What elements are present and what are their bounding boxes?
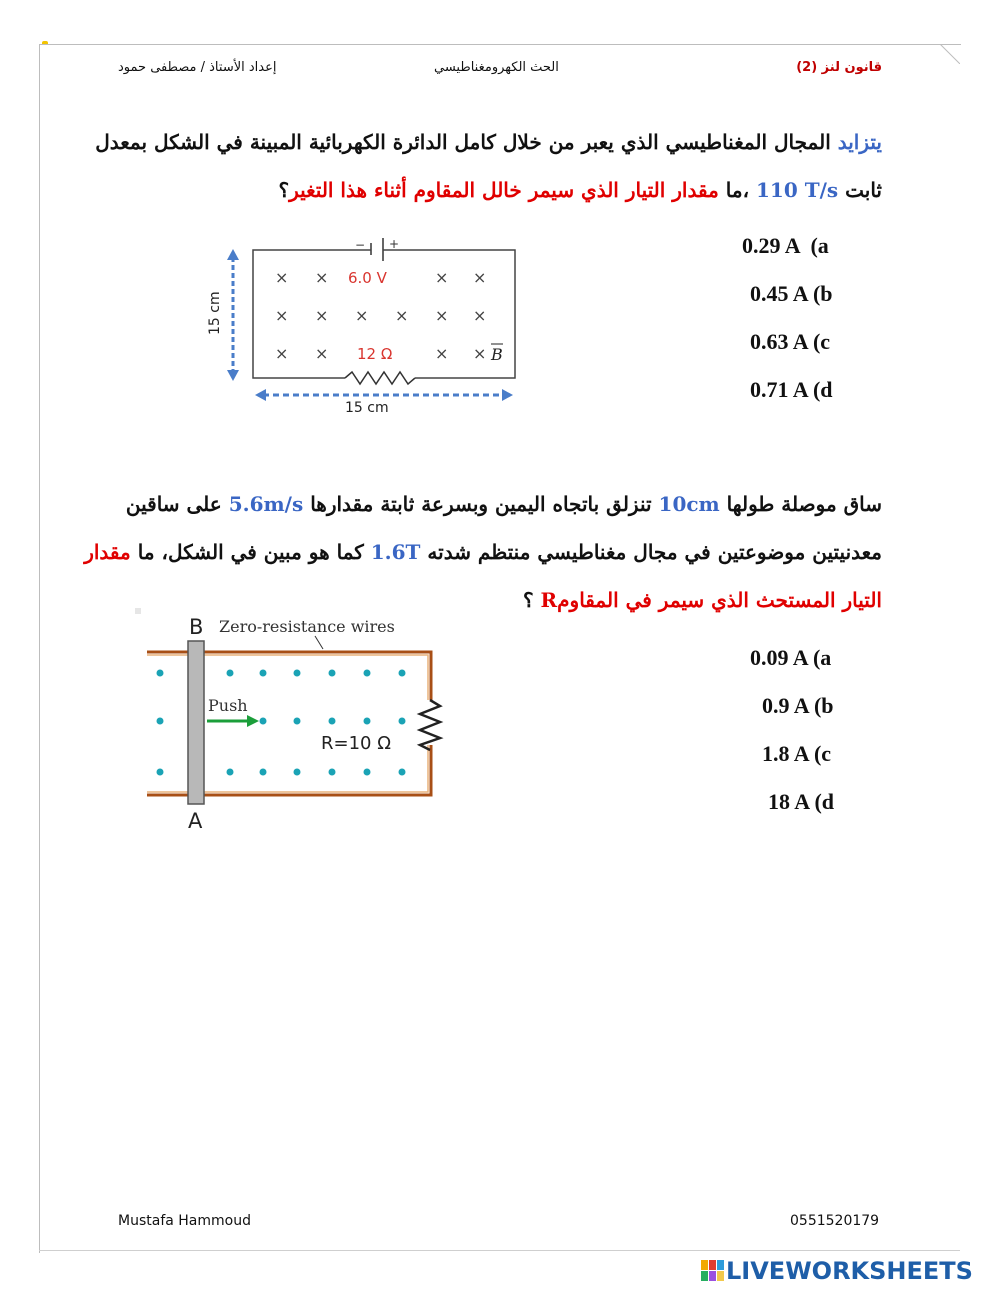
arrow-left-icon — [255, 389, 266, 401]
footer-phone: 0551520179 — [790, 1213, 880, 1229]
q1-text-b: ،ما — [718, 178, 756, 202]
bar-label-a: A — [188, 809, 203, 833]
liveworksheets-logo[interactable] — [700, 1258, 973, 1284]
arrow-right-icon — [502, 389, 513, 401]
field-cross: × — [275, 344, 289, 363]
field-cross: × — [315, 344, 329, 363]
battery-plus: + — [389, 237, 400, 251]
q1-option-a[interactable]: 0.29 A (a — [742, 233, 829, 258]
q2-r: R — [540, 588, 558, 612]
q2-option-b[interactable]: 0.9 A (b — [762, 693, 834, 718]
field-cross: × — [395, 306, 409, 325]
q2-length: 10cm — [658, 492, 720, 516]
question-2-text — [72, 480, 882, 624]
page-bottom-edge — [39, 1250, 960, 1251]
header-subject: الحث الكهرومغناطيسي — [434, 60, 559, 75]
q1-option-d[interactable]: 0.71 A (d — [750, 377, 833, 402]
q2-ask: مقدار التيار المستحث الذي سيمر في المقاوم — [84, 540, 882, 612]
q1-option-c[interactable]: 0.63 A (c — [750, 329, 831, 354]
circuit-figure-1 — [195, 235, 525, 415]
corner-fold-icon — [940, 44, 960, 64]
arrow-up-icon — [227, 249, 239, 260]
field-cross: × — [315, 306, 329, 325]
footer-name: Mustafa Hammoud — [118, 1213, 251, 1229]
q2-option-c[interactable]: 1.8 A (c — [762, 741, 832, 766]
q2-speed: 5.6m/s — [228, 492, 304, 516]
field-cross: × — [435, 306, 449, 325]
liveworksheets-logo-text: LIVEWORKSHEETS — [726, 1257, 973, 1285]
field-cross: × — [435, 344, 449, 363]
field-cross: × — [473, 306, 487, 325]
arrow-down-icon — [227, 370, 239, 381]
sliding-bar — [188, 641, 204, 804]
field-cross: × — [315, 268, 329, 287]
voltage-label: 6.0 V — [348, 269, 387, 287]
bar-label-b: B — [189, 615, 204, 639]
battery-minus: − — [355, 238, 366, 252]
wires-label: Zero-resistance wires — [219, 617, 395, 636]
q2-end: ؟ — [522, 588, 541, 612]
height-label: 15 cm — [207, 291, 223, 335]
q2-text-c: على ساقين معدنيتين موضوعتين في مجال مغناطيسي منتظم شدته — [125, 492, 882, 564]
field-cross: × — [275, 306, 289, 325]
header-title: قانون لنز (2) — [796, 60, 882, 75]
q2-text-b: تنزلق باتجاه اليمين وبسرعة ثابتة مقدارها — [303, 492, 659, 516]
field-cross: × — [355, 306, 369, 325]
liveworksheets-logo-icon — [700, 1259, 726, 1283]
q1-option-b[interactable]: 0.45 A (b — [750, 281, 833, 306]
rail-figure-2 — [135, 605, 455, 840]
resistor-label: R=10 Ω — [321, 733, 391, 754]
q1-text-a: المجال المغناطيسي الذي يعبر من خلال كامل الدائرة الكهربائية المبينة في الشكل بمعدل ثابت — [95, 130, 882, 202]
field-cross: × — [435, 268, 449, 287]
q2-option-d[interactable]: 18 A (d — [768, 789, 835, 814]
q1-ask: مقدار التيار الذي سيمر خالل المقاوم أثناء هذا التغير — [289, 178, 719, 202]
arrow-right-icon — [247, 715, 259, 727]
q2-text-d: كما هو مبين في الشكل، ما — [130, 540, 371, 564]
question-1-text — [92, 118, 882, 214]
q1-rate: 110 T/s — [756, 178, 839, 202]
q2-field: 1.6T — [370, 540, 421, 564]
resistance-label: 12 Ω — [357, 345, 393, 363]
field-cross: × — [275, 268, 289, 287]
field-cross: × — [473, 344, 487, 363]
q2-text-a: ساق موصلة طولها — [719, 492, 882, 516]
q2-option-a[interactable]: 0.09 A (a — [750, 645, 832, 670]
push-label: Push — [208, 696, 248, 715]
field-cross: × — [473, 268, 487, 287]
field-b-label: B — [491, 345, 503, 364]
q1-verb: يتزايد — [837, 130, 882, 154]
header-author: إعداد الأستاذ / مصطفى حمود — [118, 60, 277, 75]
resistor-zigzag — [420, 700, 440, 750]
width-label: 15 cm — [345, 400, 389, 415]
q1-end: ؟ — [278, 178, 290, 202]
